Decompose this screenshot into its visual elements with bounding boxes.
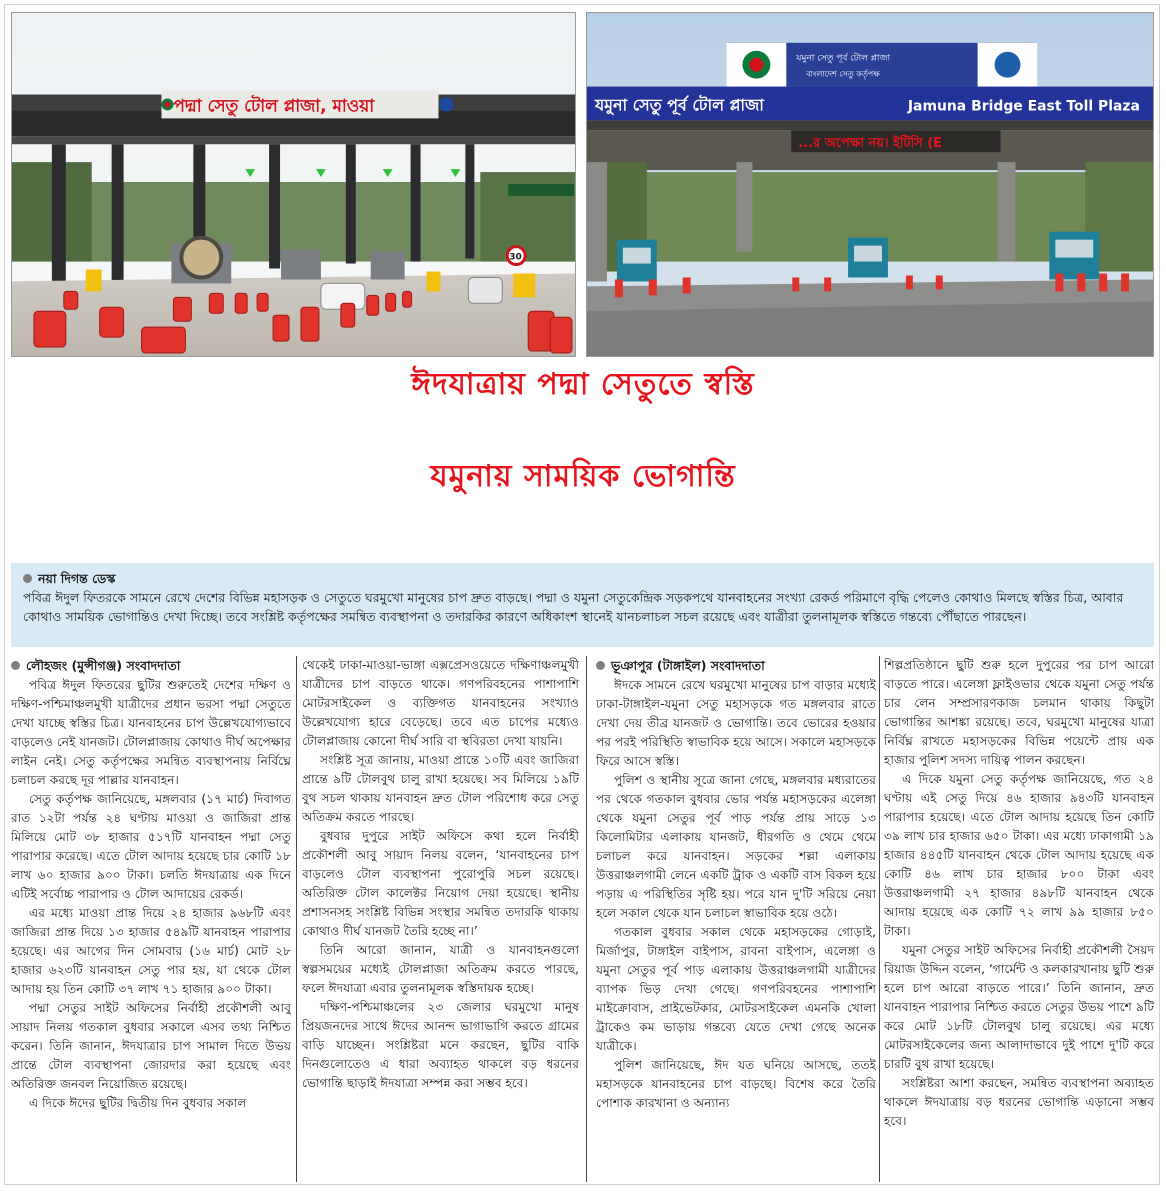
column-3-byline: ভূঞাপুর (টাঙ্গাইল) সংবাদদাতা bbox=[596, 656, 876, 675]
paragraph: তিনি আরো জানান, যাত্রী ও যানবাহনগুলো স্বল্পসময়ের মধ্যেই টোলপ্লাজা অতিক্রম করতে পারছে, ফলে ঈদযাত্রা এবার তুলনামূলক স্বস্তিদায়ক হচ্ছে। bbox=[302, 943, 579, 995]
svg-text:বাংলাদেশ সেতু কর্তৃপক্ষ: বাংলাদেশ সেতু কর্তৃপক্ষ bbox=[806, 69, 880, 79]
intro-summary-box bbox=[11, 563, 1154, 647]
paragraph: সেতু কর্তৃপক্ষ জানিয়েছে, মঙ্গলবার (১৭ মার্চ) দিবাগত রাত ১২টা পর্যন্ত ২৪ ঘণ্টায় মাওয়া ও জাজিরা প্রান্ত মিলিয়ে মোট ৩৮ হাজার ৫১৭টি যানবাহন পদ্মা সেতু পারাপার করেছে। এতে টোল আদায় হয়েছে চার কোটি ১৮ লাখ ৬০ হাজার ৯০০ টাকা। চলতি ঈদযাত্রায় এক দিনে এটিই সর্বোচ্চ পারাপার ও টোল আদায়ের রেকর্ড। bbox=[11, 792, 291, 901]
article-column-4 bbox=[884, 656, 1154, 1182]
photo-jamuna-toll-plaza bbox=[586, 12, 1154, 357]
bullet-icon bbox=[596, 661, 605, 670]
summary-byline: নয়া দিগন্ত ডেস্ক bbox=[23, 569, 1144, 588]
paragraph: বুধবার দুপুরে সাইট অফিসে কথা হলে নির্বাহী প্রকৌশলী আবু সায়াদ নিলয় বলেন, ‘যানবাহনের চাপ বাড়লেও টোল ব্যবস্থাপনা পুরোপুরি সচল রয়েছে। অতিরিক্ত টোল কালেক্টর নিয়োগ দেয়া হয়েছে। স্থানীয় প্রশাসনসহ সংশ্লিষ্ট বিভিন্ন সংস্থার সমন্বিত তদারকি থাকায় কোথাও দীর্ঘ যানজট তৈরি হচ্ছে না।’ bbox=[302, 829, 579, 938]
bullet-icon bbox=[11, 661, 20, 670]
paragraph: ঈদকে সামনে রেখে ঘরমুখো মানুষের চাপ বাড়ার মধ্যেই ঢাকা-টাঙ্গাইল-যমুনা সেতু মহাসড়কে গত মঙ্গলবার রাতে দেখা দেয় তীব্র যানজট ও ভোগান্তি। তবে ভোরের হওয়ার পর পরই পরিস্থিতি স্বাভাবিক হয়ে আসে। সকালে মহাসড়কে ফিরে আসে স্বস্তি। bbox=[596, 678, 876, 768]
paragraph: পুলিশ ও স্থানীয় সূত্রে জানা গেছে, মঙ্গলবার মধ্যরাতের পর থেকে গতকাল বুধবার ভোর পর্যন্ত মহাসড়কের এলেঙ্গা থেকে যমুনা সেতুর পূর্ব পাড় পর্যন্ত প্রায় সাড়ে ১৩ কিলোমিটার এলাকায় যানজট, ধীরগতি ও থেমে থেমে চলাচল করে যানবাহন। সড়কের শল্লা এলাকায় উত্তরাঞ্চলগামী লেনে একটি ট্রাক ও একটি বাস বিকল হয়ে পড়ায় এ পরিস্থিতির সৃষ্টি হয়। পরে যান দু'টি সরিয়ে নেয়া হলে সকাল থেকে যান চলাচল স্বাভাবিক হয়ে ওঠে। bbox=[596, 773, 876, 920]
photo-padma-toll-plaza bbox=[11, 12, 576, 357]
svg-text:...র অপেক্ষা নয়। ইটিসি (E: ...র অপেক্ষা নয়। ইটিসি (E bbox=[798, 136, 942, 152]
paragraph: যমুনা সেতুর সাইট অফিসের নির্বাহী প্রকৌশলী সৈয়দ রিয়াজ উদ্দিন বলেন, ‘গার্মেন্ট ও কলকারখানায় ছুটি শুরু হলে চাপ আরো বাড়তে পারে।’ তিনি জানান, দ্রুত যানবাহন পারাপার নিশ্চিত করতে সেতুর উভয় পাশে ৯টি করে মোট ১৮টি টোলবুথ চালু রয়েছে। এর মধ্যে মোটরসাইকেলের জন্য আলাদাভাবে দুই পাশে দু'টি করে চারটি বুথ রাখা হয়েছে। bbox=[884, 943, 1154, 1071]
paragraph: থেকেই ঢাকা-মাওয়া-ভাঙ্গা এক্সপ্রেসওয়েতে দক্ষিণাঞ্চলমুখী যাত্রীদের চাপ বাড়তে থাকে। গণপরিবহনের পাশাপাশি মোটরসাইকেল ও ব্যক্তিগত যানবাহনের সংখ্যাও উল্লেখযোগ্য হারে বেড়েছে। তবে এত চাপের মধ্যেও টোলপ্লাজায় কোনো দীর্ঘ সারি বা স্থবিরতা দেখা যায়নি। bbox=[302, 658, 579, 748]
column-divider bbox=[296, 656, 297, 1182]
paragraph: পদ্মা সেতুর সাইট অফিসের নির্বাহী প্রকৌশলী আবু সায়াদ নিলয় গতকাল বুধবার সকালে এসব তথ্য নিশ্চিত করেন। তিনি জানান, ঈদযাত্রার চাপ সামাল দিতে উভয় প্রান্তে টোল ব্যবস্থাপনা জোরদার করা হয়েছে এবং অতিরিক্ত জনবল নিয়োজিত রয়েছে। bbox=[11, 1001, 291, 1091]
svg-text:30: 30 bbox=[509, 252, 522, 263]
paragraph: গতকাল বুধবার সকাল থেকে মহাসড়কের গোড়াই, মির্জাপুর, টাঙ্গাইল বাইপাস, রাবনা বাইপাস, এলেঙ্গা ও যমুনা সেতুর পূর্ব পাড় এলাকায় উত্তরাঞ্চলগামী যাত্রীদের ব্যাপক ভিড় দেখা গেছে। গণপরিবহনের পাশাপাশি মাইক্রোবাস, প্রাইভেটকার, মোটরসাইকেল এমনকি খোলা ট্রাকেও কম ভাড়ায় গন্তব্যে যেতে দেখা গেছে অনেক যাত্রীকে। bbox=[596, 925, 876, 1053]
summary-text: পবিত্র ঈদুল ফিতরকে সামনে রেখে দেশের বিভিন্ন মহাসড়ক ও সেতুতে ঘরমুখো মানুষের চাপ দ্রুত বাড়ছে। পদ্মা ও যমুনা সেতুকেন্দ্রিক সড়কপথে যানবাহনের সংখ্যা রেকর্ড পরিমাণে বৃদ্ধি পেলেও কোথাও মিলছে স্বস্তির চিত্র, আবার কোথাও সাময়িক ভোগান্তিও দেখা দিচ্ছে। তবে সংশ্লিষ্ট কর্তৃপক্ষের সমন্বিত ব্যবস্থাপনা ও তদারকির কারণে অধিকাংশ স্থানেই যানচলাচল সচল রয়েছে এবং যাত্রীরা তুলনামূলক স্বস্তিতে গন্তব্যে পৌঁছাতে পারছেন। bbox=[23, 590, 1124, 624]
svg-text:যমুনা সেতু পূর্ব টোল প্লাজা: যমুনা সেতু পূর্ব টোল প্লাজা bbox=[796, 53, 891, 64]
paragraph: পুলিশ জানিয়েছে, ঈদ যত ঘনিয়ে আসছে, ততই মহাসড়কে যানবাহনের চাপ বাড়ছে। বিশেষ করে তৈরি পোশাক কারখানা ও অন্যান্য bbox=[596, 1058, 876, 1110]
left-sign-text bbox=[173, 94, 375, 117]
paragraph: পবিত্র ঈদুল ফিতরের ছুটির শুরুতেই দেশের দক্ষিণ ও দক্ষিণ-পশ্চিমাঞ্চলমুখী যাত্রীদের প্রধান ভরসা পদ্মা সেতুতে দেখা যাচ্ছে স্বস্তির চিত্র। যানবাহনের চাপ উল্লেখযোগ্যভাবে বাড়লেও নেই যানজট। টোলপ্লাজায় কোথাও দীর্ঘ অপেক্ষার লাইন নেই। সেতু কর্তৃপক্ষের সমন্বিত ব্যবস্থাপনায় নির্বিঘ্নে চলাচল করছে দূর পাল্লার যানবাহন। bbox=[11, 678, 291, 787]
paragraph: এ দিকে যমুনা সেতু কর্তৃপক্ষ জানিয়েছে, গত ২৪ ঘণ্টায় এই সেতু দিয়ে ৪৬ হাজার ৯৪৩টি যানবাহন পারাপার হয়েছে। এতে টোল আদায় হয়েছে তিন কোটি ৩৯ লাখ চার হাজার ৬৫০ টাকা। এর মধ্যে ঢাকাগামী ১৯ হাজার ৪৪৫টি যানবাহন থেকে টোল আদায় হয়েছে এক কোটি ৪৬ লাখ চার হাজার ৮০০ টাকা এবং উত্তরাঞ্চলগামী ২৭ হাজার ৪৯৮টি যানবাহন থেকে আদায় হয়েছে এক কোটি ৭২ লাখ ৯৯ হাজার ৮৫০ টাকা। bbox=[884, 772, 1154, 938]
svg-text:যমুনা সেতু পূর্ব টোল প্লাজা: যমুনা সেতু পূর্ব টোল প্লাজা bbox=[594, 95, 764, 115]
article-column-3 bbox=[596, 656, 876, 1182]
svg-text:Jamuna Bridge East Toll Plaza: Jamuna Bridge East Toll Plaza bbox=[907, 98, 1140, 115]
headline-line-1: ঈদযাত্রায় পদ্মা সেতুতে স্বস্তি bbox=[411, 367, 755, 402]
article-column-2 bbox=[302, 656, 579, 1182]
column-divider bbox=[879, 656, 880, 1182]
svg-text:পদ্মা সেতু টোল প্লাজা, মাওয়া: পদ্মা সেতু টোল প্লাজা, মাওয়া bbox=[173, 95, 375, 116]
column-1-byline: লৌহজং (মুন্সীগঞ্জ) সংবাদদাতা bbox=[11, 656, 291, 675]
headline-line-2: যমুনায় সাময়িক ভোগান্তি bbox=[430, 459, 736, 494]
paragraph: এর মধ্যে মাওয়া প্রান্ত দিয়ে ২৪ হাজার ৯৬৮টি এবং জাজিরা প্রান্ত দিয়ে ১৩ হাজার ৫৪৯টি যানবাহন পারাপার হয়েছে। এর আগের দিন সোমবার (১৬ মার্চ) মোট ২৮ হাজার ৬২৩টি যানবাহন সেতু পার হয়, যা থেকে টোল আদায় হয় তিন কোটি ৩৭ লাখ ৭১ হাজার ৯০০ টাকা। bbox=[11, 906, 291, 996]
paragraph: শিল্পপ্রতিষ্ঠানে ছুটি শুরু হলে দুপুরের পর চাপ আরো বাড়তে পারে। এলেঙ্গা ফ্লাইওভার থেকে যমুনা সেতু পর্যন্ত চার লেন সম্প্রসারণকাজ চলমান থাকায় কিছুটা ভোগান্তির আশঙ্কা রয়েছে। তবে, ঘরমুখো মানুষের যাত্রা নির্বিঘ্ন রাখতে মহাসড়কের বিভিন্ন পয়েন্টে প্রায় এক হাজার পুলিশ সদস্য দায়িত্ব পালন করছেন। bbox=[884, 658, 1154, 767]
bullet-icon bbox=[23, 574, 32, 583]
article-column-1 bbox=[11, 656, 291, 1182]
paragraph: সংশ্লিষ্টরা আশা করছেন, সমন্বিত ব্যবস্থাপনা অব্যাহত থাকলে ঈদযাত্রায় বড় ধরনের ভোগান্তি এড়ানো সম্ভব হবে। bbox=[884, 1076, 1154, 1128]
column-divider bbox=[586, 656, 587, 1182]
paragraph: এ দিকে ঈদের ছুটির দ্বিতীয় দিন বুধবার সকাল bbox=[29, 1096, 247, 1110]
paragraph: সংশ্লিষ্ট সূত্র জানায়, মাওয়া প্রান্তে ১০টি এবং জাজিরা প্রান্তে ৯টি টোলবুথ চালু রাখা হয়েছে। সব মিলিয়ে ১৯টি বুথ সচল থাকায় যানবাহন দ্রুত টোল পরিশোধ করে সেতু অতিক্রম করতে পারছে। bbox=[302, 753, 579, 824]
paragraph: দক্ষিণ-পশ্চিমাঞ্চলের ২৩ জেলার ঘরমুখো মানুষ প্রিয়জনদের সাথে ঈদের আনন্দ ভাগাভাগি করতে গ্রামের বাড়ি যাচ্ছেন। সংশ্লিষ্টরা মনে করছেন, ছুটির বাকি দিনগুলোতেও এ ধারা অব্যাহত থাকলে বড় ধরনের ভোগান্তি ছাড়াই ঈদযাত্রা সম্পন্ন করা সম্ভব হবে। bbox=[302, 1000, 579, 1090]
